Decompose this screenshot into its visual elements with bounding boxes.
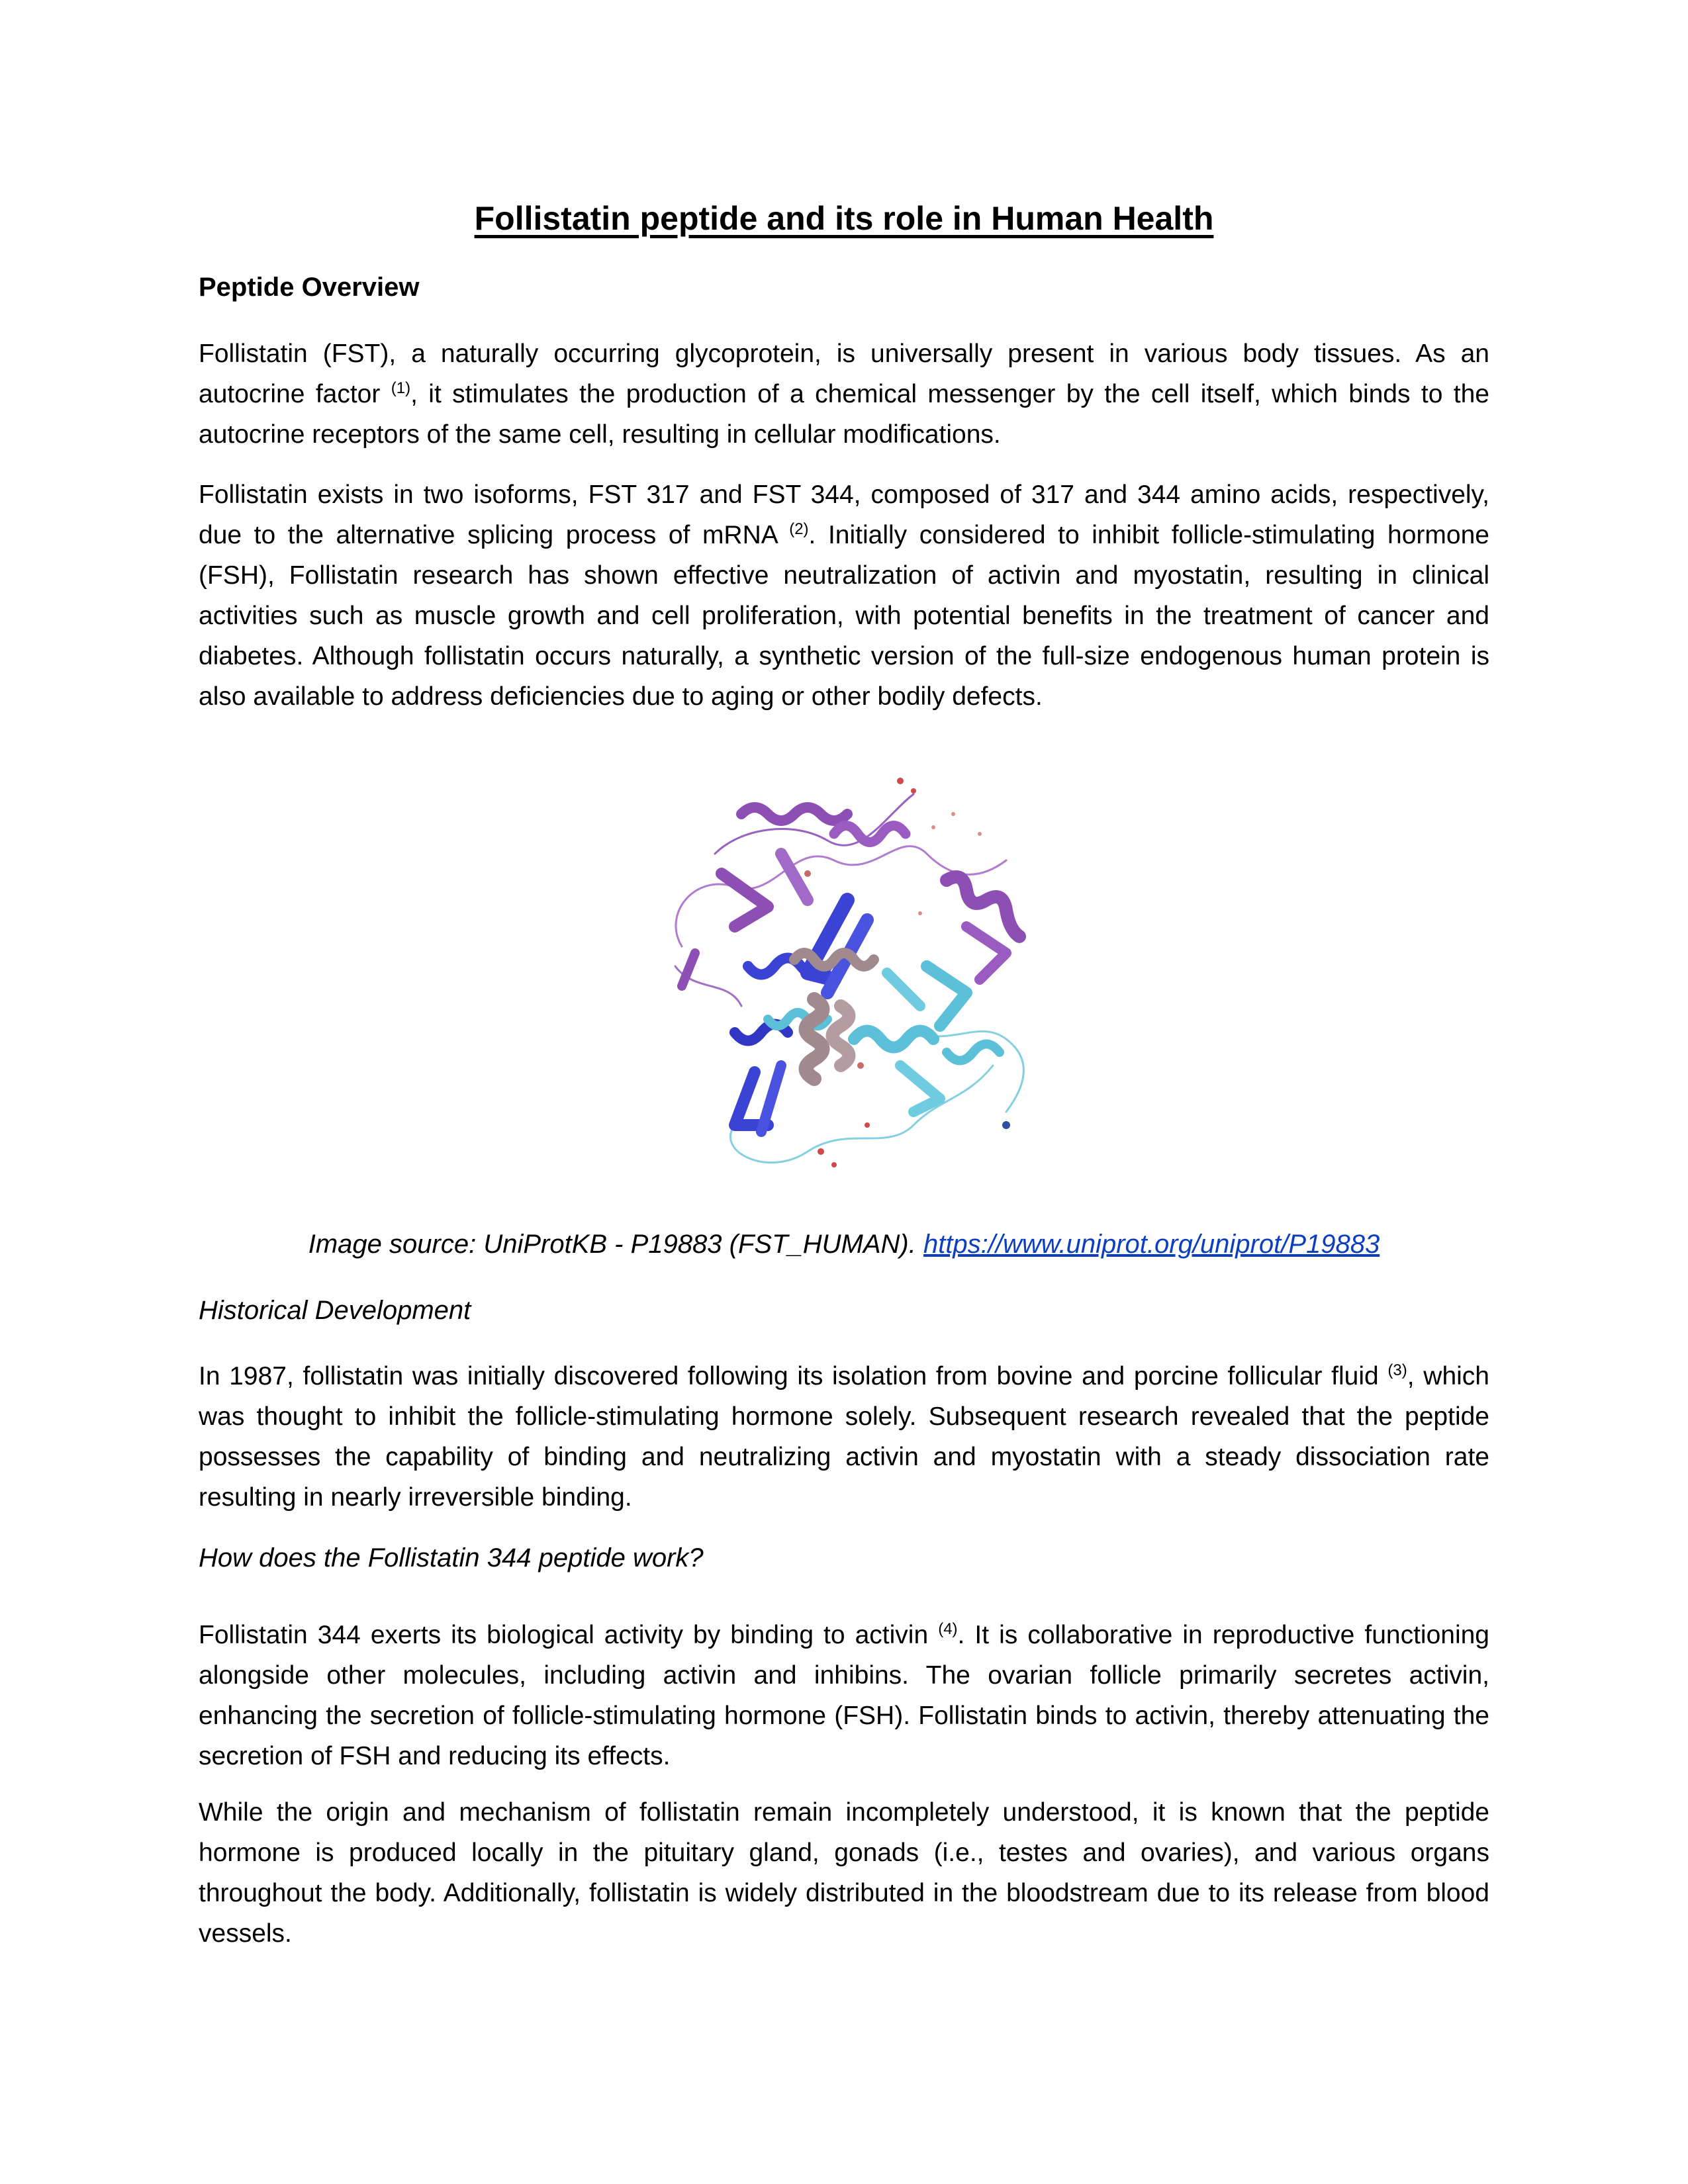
helix-mauve [833,1006,849,1066]
caption-text: Image source: UniProtKB - P19883 (FST_HUMAN). [308,1230,923,1259]
coil-loop [715,794,914,854]
reference-2: (2) [789,520,809,538]
helix-cyan [947,1044,1000,1061]
strand-violet [781,854,808,900]
reference-4: (4) [938,1620,958,1638]
paragraph-text: In 1987, follistatin was initially discovered following its isolation from bovine and porcine follicular fluid [199,1362,1388,1390]
paragraph-overview-1 [199,334,1489,455]
paragraph-text: , it stimulates the production of a chemical messenger by the cell itself, which binds to the autocrine receptors of the same cell, resulting in cellular modifications. [199,380,1489,449]
section-heading-overview: Peptide Overview [199,273,420,302]
section-heading-how: How does the Follistatin 344 peptide work? [199,1543,704,1572]
helix-cyan [854,1031,933,1048]
paragraph-how-2: While the origin and mechanism of follistatin remain incompletely understood, it is known that the peptide hormone is produced locally in the pituitary gland, gonads (i.e., testes and ovaries), and various organs throughout the body. Additionally, follistatin is widely distributed in the bloodstream due to its release from blood vessels. [199,1798,1489,1948]
reference-1: (1) [391,379,411,397]
paragraph-text: Follistatin exists in two isoforms, FST 317 and FST 344, composed of 317 and 344 amino acids, respectively, due to the alternative splicing process of mRNA [199,480,1489,549]
helix-mauve [806,999,823,1079]
strand-violet [722,874,768,927]
paragraph-text: . It is collaborative in reproductive functioning alongside other molecules, including activin and inhibins. The ovarian follicle primarily secretes activin, enhancing the secretion of follicle-stimulating hormone (FSH). Follistatin binds to activin, thereby attenuating the secretion of FSH and reducing its effects. [199,1621,1490,1770]
paragraph-text: Follistatin 344 exerts its biological activity by binding to activin [199,1621,939,1649]
protein-structure-image [635,754,1059,1191]
caption-link[interactable]: https://www.uniprot.org/uniprot/P19883 [923,1230,1380,1259]
strand-cyan [887,973,920,1006]
paragraph-text: , which was thought to inhibit the follicle-stimulating hormone solely. Subsequent research revealed that the peptide possesses the capability of binding and neutralizing activin and myostatin with a steady dissociation rate resulting in nearly irreversible binding. [199,1362,1489,1512]
protein-ribbon-illustration [635,754,1059,1191]
strand-violet [966,927,1006,979]
coil-loop [676,846,1006,946]
paragraph-text: . Initially considered to inhibit follicle-stimulating hormone (FSH), Follistatin research has shown effective neutralization of activin and myostatin, resulting in clinical activities such as muscle growth and cell proliferation, with potential benefits in the treatment of cancer and diabetes. Although follistatin occurs naturally, a synthetic version of the full-size endogenous human protein is also available to address deficiencies due to aging or other bodily defects. [199,521,1489,711]
figure-caption [199,1228,1489,1260]
helix-violet [741,807,847,821]
paragraph-how-1 [199,1615,1489,1776]
page-title: Follistatin peptide and its role in Human Health [474,200,1214,237]
reference-3: (3) [1387,1361,1407,1379]
strand-cyan [927,966,966,1026]
paragraph-text: Follistatin (FST), a naturally occurring glycoprotein, is universally present in various body tissues. As an autocrine factor [199,340,1489,408]
paragraph-overview-2 [199,475,1489,717]
section-heading-history: Historical Development [199,1296,471,1325]
paragraph-history [199,1356,1489,1518]
helix-violet [947,877,1019,936]
strand-cyan [900,1066,940,1112]
